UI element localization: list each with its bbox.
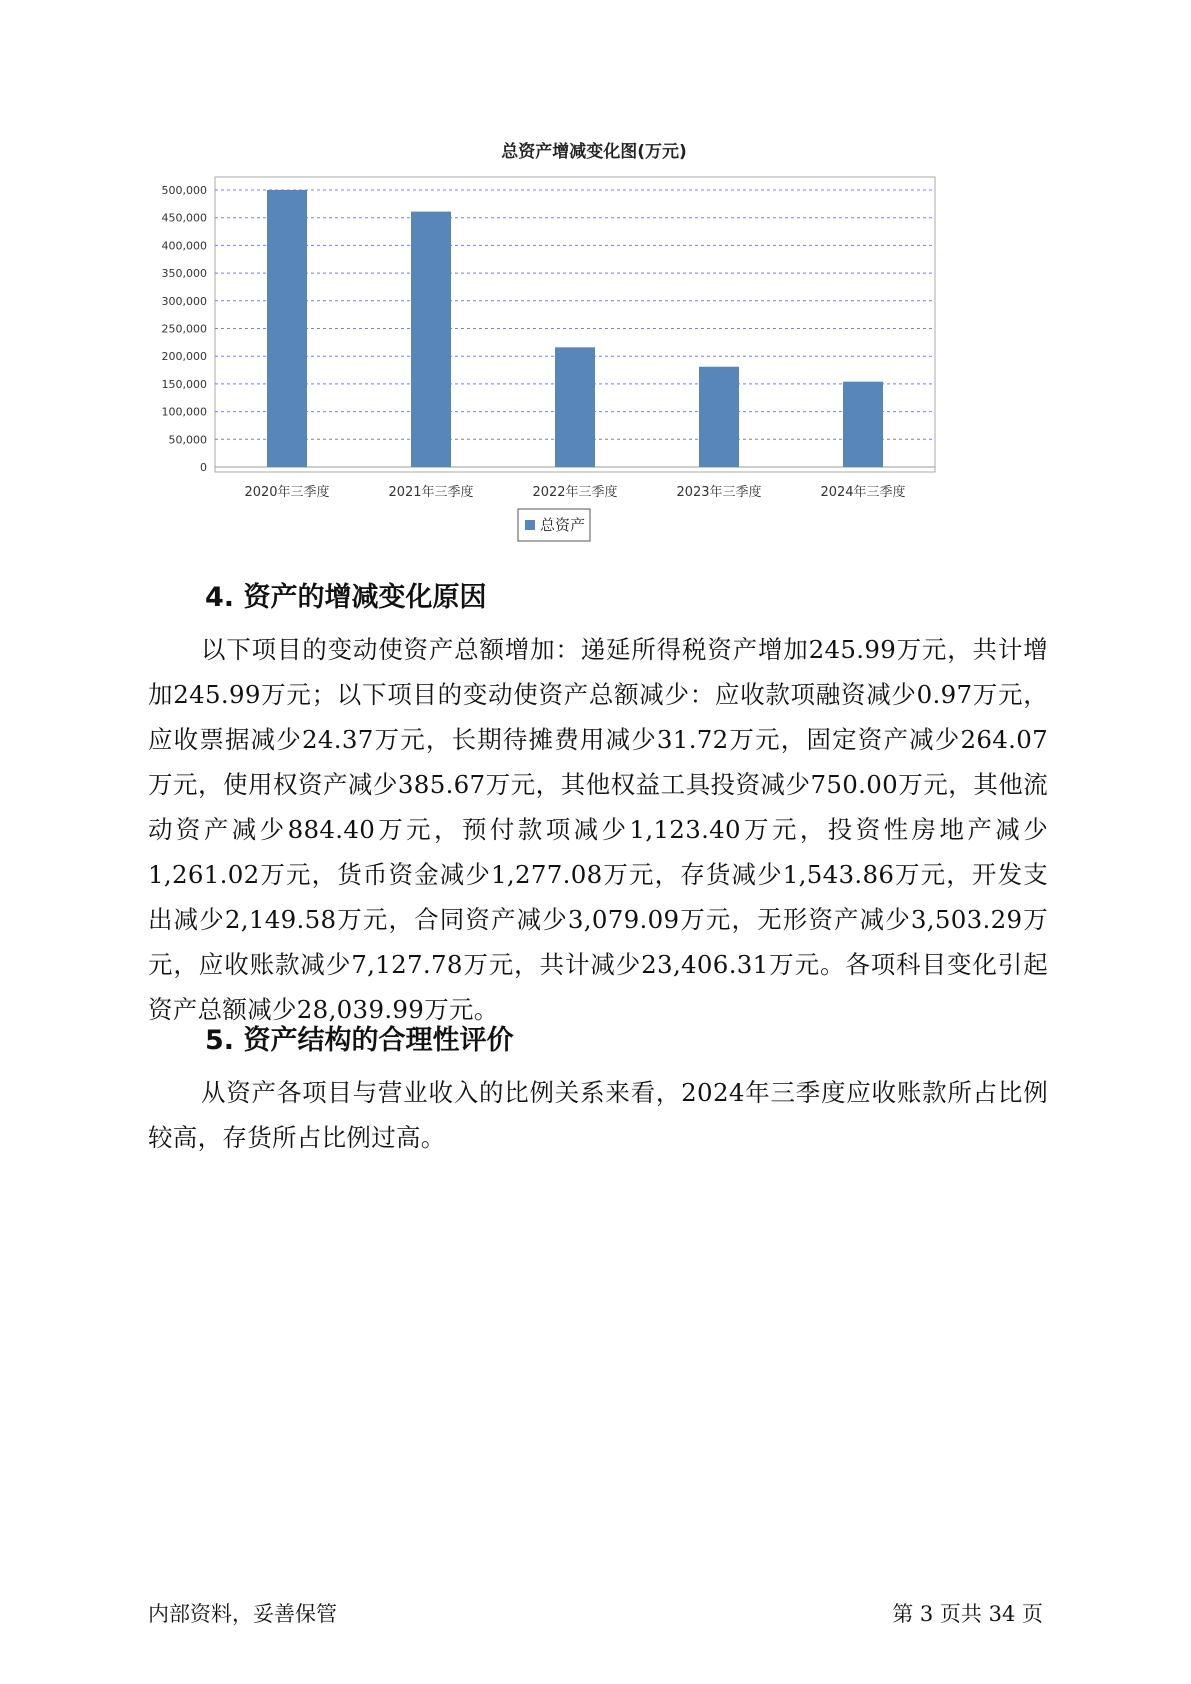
- x-tick-label: 2023年三季度: [676, 485, 762, 500]
- y-tick-label: 150,000: [161, 377, 207, 391]
- y-tick-label: 250,000: [161, 322, 207, 336]
- bar-3: [555, 347, 595, 467]
- y-tick-label: 200,000: [161, 350, 207, 364]
- bar-5: [843, 382, 883, 467]
- section-5-heading: 5. 资产结构的合理性评价: [205, 1025, 514, 1056]
- bar-4: [699, 367, 739, 467]
- y-tick-label: 100,000: [161, 405, 207, 419]
- total-assets-bar-chart: [160, 135, 1030, 600]
- y-tick-label: 300,000: [161, 294, 207, 308]
- y-tick-label: 500,000: [161, 184, 207, 197]
- bar-2: [411, 212, 451, 467]
- y-tick-label: 400,000: [161, 239, 207, 253]
- legend-label: 总资产: [540, 516, 586, 534]
- footer-confidential-note: 内部资料，妥善保管: [148, 1602, 337, 1626]
- chart-legend: [518, 509, 590, 541]
- y-tick-label: 50,000: [168, 433, 207, 447]
- section-4-paragraph: 以下项目的变动使资产总额增加：递延所得税资产增加245.99万元，共计增加245.99万元；以下项目的变动使资产总额减少：应收款项融资减少0.97万元，应收票据减少24.37万元，长期待摊费用减少31.72万元，固定资产减少264.07万元，使用权资产减少385.67万元，其他权益工具投资减少750.00万元，其他流动资产减少884.40万元，预付款项减少1,123.40万元，投资性房地产减少1,261.02万元，货币资金减少1,277.08万元，存货减少1,543.86万元，开发支出减少2,149.58万元，合同资产减少3,079.09万元，无形资产减少3,503.29万元，应收账款减少7,127.78万元，共计减少23,406.31万元。各项科目变化引起资产总额减少28,039.99万元。: [148, 635, 1048, 1024]
- footer-page-number: [892, 1598, 1043, 1628]
- x-axis-ticks: [244, 484, 905, 500]
- x-tick-label: 2024年三季度: [820, 485, 906, 500]
- y-tick-label: 450,000: [161, 211, 207, 225]
- chart-title: 总资产增减变化图(万元): [501, 142, 687, 162]
- y-tick-label: 350,000: [161, 267, 207, 281]
- y-axis-ticks: [162, 184, 208, 474]
- legend-swatch: [525, 520, 535, 530]
- x-tick-label: 2021年三季度: [388, 485, 474, 500]
- section-4-heading: 4. 资产的增减变化原因: [205, 582, 487, 613]
- x-tick-label: 2020年三季度: [244, 485, 330, 500]
- x-tick-label: 2022年三季度: [532, 485, 618, 500]
- total-pages-label: 共 34 页: [960, 1602, 1043, 1626]
- section-5-paragraph: 从资产各项目与营业收入的比例关系来看，2024年三季度应收账款所占比例较高，存货所占比例过高。: [148, 1078, 1048, 1152]
- bar-1: [267, 190, 307, 467]
- current-page-label: 第 3 页: [892, 1602, 961, 1626]
- y-tick-label: 0: [200, 461, 207, 474]
